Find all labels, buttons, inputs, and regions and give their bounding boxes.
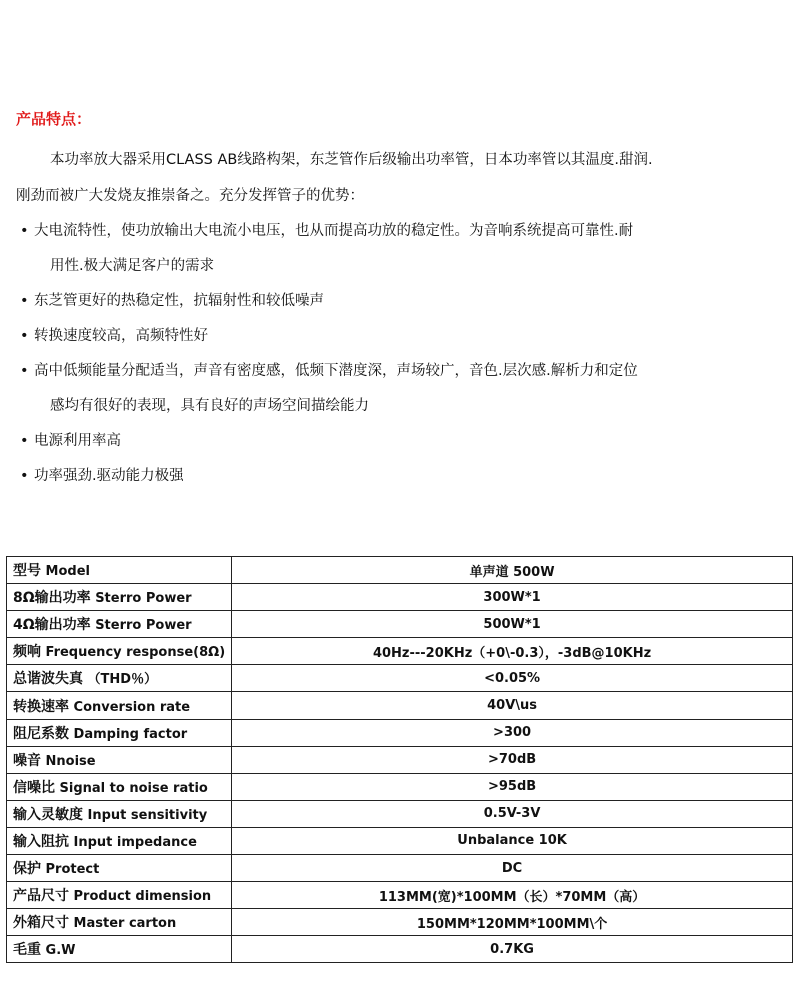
spec-row <box>7 719 793 746</box>
features-title: 产品特点： <box>16 110 92 128</box>
feature-text-continued: 用性.极大满足客户的需求 <box>50 258 215 274</box>
intro-line-2: 刚劲而被广大发烧友推崇备之。充分发挥管子的优势： <box>16 188 364 204</box>
feature-item <box>16 319 796 354</box>
spec-row <box>7 746 793 773</box>
spec-value: >95dB <box>232 773 793 800</box>
spec-row <box>7 638 793 665</box>
spec-label-en: G.W <box>45 943 76 959</box>
spec-label <box>7 557 232 584</box>
spec-value: 0.7KG <box>232 936 793 963</box>
spec-value: 113MM(宽)*100MM（长）*70MM（高） <box>232 882 793 909</box>
spec-label-zh: 转换速率 <box>13 698 69 715</box>
intro-line-1: 本功率放大器采用CLASS AB线路构架，东芝管作后级输出功率管，日本功率管以其温度.甜润. <box>50 152 653 168</box>
spec-label <box>7 611 232 638</box>
spec-label <box>7 692 232 719</box>
spec-label-en: Frequency response(8Ω) <box>45 645 226 661</box>
spec-label-en: Input impedance <box>73 834 197 850</box>
spec-row <box>7 665 793 692</box>
feature-list <box>16 214 796 494</box>
spec-label-en: Model <box>45 564 90 580</box>
feature-text-continued: 感均有很好的表现，具有良好的声场空间描绘能力 <box>50 398 369 414</box>
spec-row <box>7 773 793 800</box>
spec-row <box>7 855 793 882</box>
spec-table <box>6 556 793 963</box>
spec-label-zh: 信噪比 <box>13 779 55 796</box>
spec-label <box>7 773 232 800</box>
spec-label <box>7 909 232 936</box>
spec-label-en: Master carton <box>73 916 177 932</box>
spec-label-en: Product dimension <box>73 889 212 905</box>
spec-value: 40Hz---20KHz（+0\-0.3），-3dB@10KHz <box>232 638 793 665</box>
spec-value: 500W*1 <box>232 611 793 638</box>
spec-label-en: Nnoise <box>45 753 96 769</box>
spec-value: Unbalance 10K <box>232 827 793 854</box>
spec-value: 150MM*120MM*100MM\个 <box>232 909 793 936</box>
spec-label <box>7 855 232 882</box>
intro-paragraph <box>16 142 791 214</box>
spec-value: <0.05% <box>232 665 793 692</box>
spec-label-zh: 外箱尺寸 <box>13 915 69 932</box>
spec-label-zh: 频响 <box>13 644 41 661</box>
spec-label <box>7 746 232 773</box>
spec-label-zh: 噪音 <box>13 752 41 769</box>
spec-row <box>7 611 793 638</box>
feature-item <box>16 424 796 459</box>
feature-item <box>16 354 796 424</box>
spec-row <box>7 557 793 584</box>
spec-label <box>7 936 232 963</box>
spec-value: 0.5V-3V <box>232 800 793 827</box>
spec-label-en: Sterro Power <box>95 591 192 607</box>
spec-label <box>7 665 232 692</box>
spec-label-en: Conversion rate <box>73 699 191 715</box>
spec-value: DC <box>232 855 793 882</box>
spec-value: 单声道 500W <box>232 557 793 584</box>
spec-label-zh: 产品尺寸 <box>13 888 69 905</box>
feature-text: 电源利用率高 <box>34 433 121 449</box>
feature-text: 转换速度较高，高频特性好 <box>34 328 208 344</box>
feature-item <box>16 214 796 284</box>
spec-value: 40V\us <box>232 692 793 719</box>
spec-row <box>7 882 793 909</box>
spec-label-zh: 输入阻抗 <box>13 833 69 850</box>
spec-row <box>7 692 793 719</box>
spec-label <box>7 827 232 854</box>
spec-row <box>7 909 793 936</box>
spec-label-en: Sterro Power <box>95 618 192 634</box>
spec-label-en: Protect <box>45 862 100 878</box>
spec-label <box>7 719 232 746</box>
spec-value: >70dB <box>232 746 793 773</box>
feature-text: 大电流特性，使功放输出大电流小电压，也从而提高功放的稳定性。为音响系统提高可靠性.耐 <box>34 223 634 239</box>
spec-label-zh: 保护 <box>13 861 41 878</box>
spec-label-en: Input sensitivity <box>87 807 208 823</box>
spec-label <box>7 584 232 611</box>
spec-label <box>7 638 232 665</box>
spec-row <box>7 936 793 963</box>
spec-value: >300 <box>232 719 793 746</box>
spec-row <box>7 800 793 827</box>
feature-item <box>16 284 796 319</box>
spec-value: 300W*1 <box>232 584 793 611</box>
spec-label-zh: 阻尼系数 <box>13 725 69 742</box>
feature-item <box>16 459 796 494</box>
spec-label-en: Damping factor <box>73 726 188 742</box>
spec-label-zh: 8Ω输出功率 <box>13 590 91 607</box>
feature-text: 东芝管更好的热稳定性，抗辐射性和较低噪声 <box>34 293 324 309</box>
feature-text: 高中低频能量分配适当，声音有密度感，低频下潜度深，声场较广，音色.层次感.解析力和定位 <box>34 363 638 379</box>
spec-row <box>7 827 793 854</box>
spec-label-en: Signal to noise ratio <box>59 780 208 796</box>
spec-label-zh: 输入灵敏度 <box>13 806 83 823</box>
spec-label <box>7 800 232 827</box>
spec-label-zh: 4Ω输出功率 <box>13 617 91 634</box>
spec-label-zh: 毛重 <box>13 942 41 959</box>
spec-label-zh: 型号 <box>13 563 41 580</box>
spec-row <box>7 584 793 611</box>
spec-label-en: （THD％） <box>87 672 158 688</box>
spec-label <box>7 882 232 909</box>
spec-label-zh: 总谐波失真 <box>13 671 83 688</box>
feature-text: 功率强劲.驱动能力极强 <box>34 468 184 484</box>
